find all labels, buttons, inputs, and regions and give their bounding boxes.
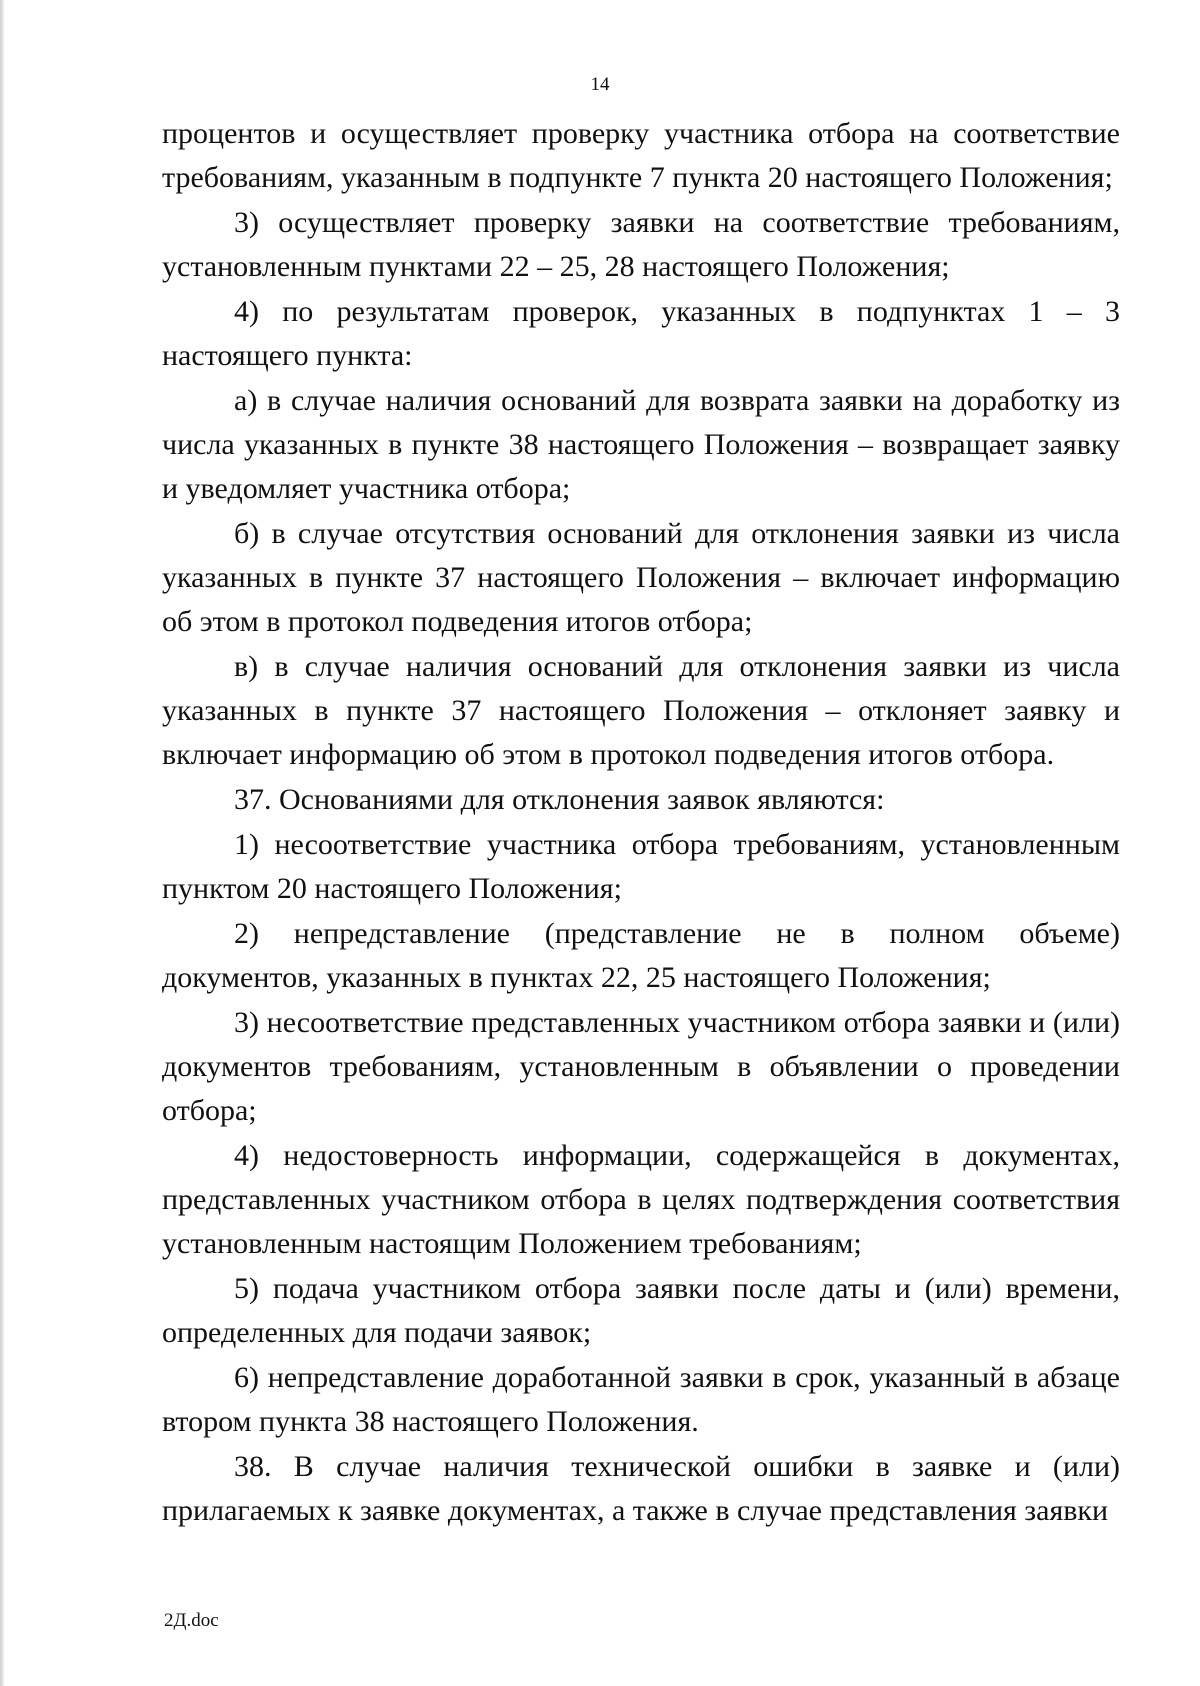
paragraph-clause-37-item-1: 1) несоответствие участника отбора требованиям, установленным пунктом 20 настоящего Положения; <box>162 828 1120 905</box>
paragraph-clause-37-item-3: 3) несоответствие представленных участником отбора заявки и (или) документов требованиям, установленным в объявлении о проведении отбора; <box>162 1006 1120 1127</box>
paragraph-clause-37-item-6: 6) непредставление доработанной заявки в срок, указанный в абзаце втором пункта 38 настоящего Положения. <box>162 1361 1120 1438</box>
paragraph-clause-37-item-5: 5) подача участником отбора заявки после даты и (или) времени, определенных для подачи заявок; <box>162 1272 1120 1349</box>
paragraph-subitem-a: а) в случае наличия оснований для возврата заявки на доработку из числа указанных в пункте 38 настоящего Положения – возвращает заявку и уведомляет участника отбора; <box>162 384 1120 505</box>
paragraph-item-4: 4) по результатам проверок, указанных в подпунктах 1 – 3 настоящего пункта: <box>162 295 1120 372</box>
page-number: 14 <box>590 74 610 95</box>
paragraph-clause-37-item-4: 4) недостоверность информации, содержащейся в документах, представленных участником отбора в целях подтверждения соответствия установленным настоящим Положением требованиям; <box>162 1139 1120 1260</box>
paragraph-subitem-v: в) в случае наличия оснований для отклонения заявки из числа указанных в пункте 37 настоящего Положения – отклоняет заявку и включает информацию об этом в протокол подведения итогов отбора. <box>162 650 1120 771</box>
paragraph-subitem-b: б) в случае отсутствия оснований для отклонения заявки из числа указанных в пункте 37 настоящего Положения – включает информацию об этом в протокол подведения итогов отбора; <box>162 517 1120 638</box>
paragraph-clause-37-item-2: 2) непредставление (представление не в полном объеме) документов, указанных в пунктах 22, 25 настоящего Положения; <box>162 917 1120 994</box>
paragraph-clause-38: 38. В случае наличия технической ошибки в заявке и (или) прилагаемых к заявке документах, а также в случае представления заявки <box>162 1450 1120 1527</box>
paragraph-clause-37: 37. Основаниями для отклонения заявок являются: <box>234 783 885 816</box>
paragraph-item-3: 3) осуществляет проверку заявки на соответствие требованиям, установленным пунктами 22 – 25, 28 настоящего Положения; <box>162 206 1120 283</box>
scan-edge <box>0 0 4 1686</box>
paragraph-continuation: процентов и осуществляет проверку участника отбора на соответствие требованиям, указанным в подпункте 7 пункта 20 настоящего Положения; <box>162 117 1120 194</box>
document-body <box>162 112 1120 1534</box>
footer-filename: 2Д.doc <box>164 1610 219 1631</box>
